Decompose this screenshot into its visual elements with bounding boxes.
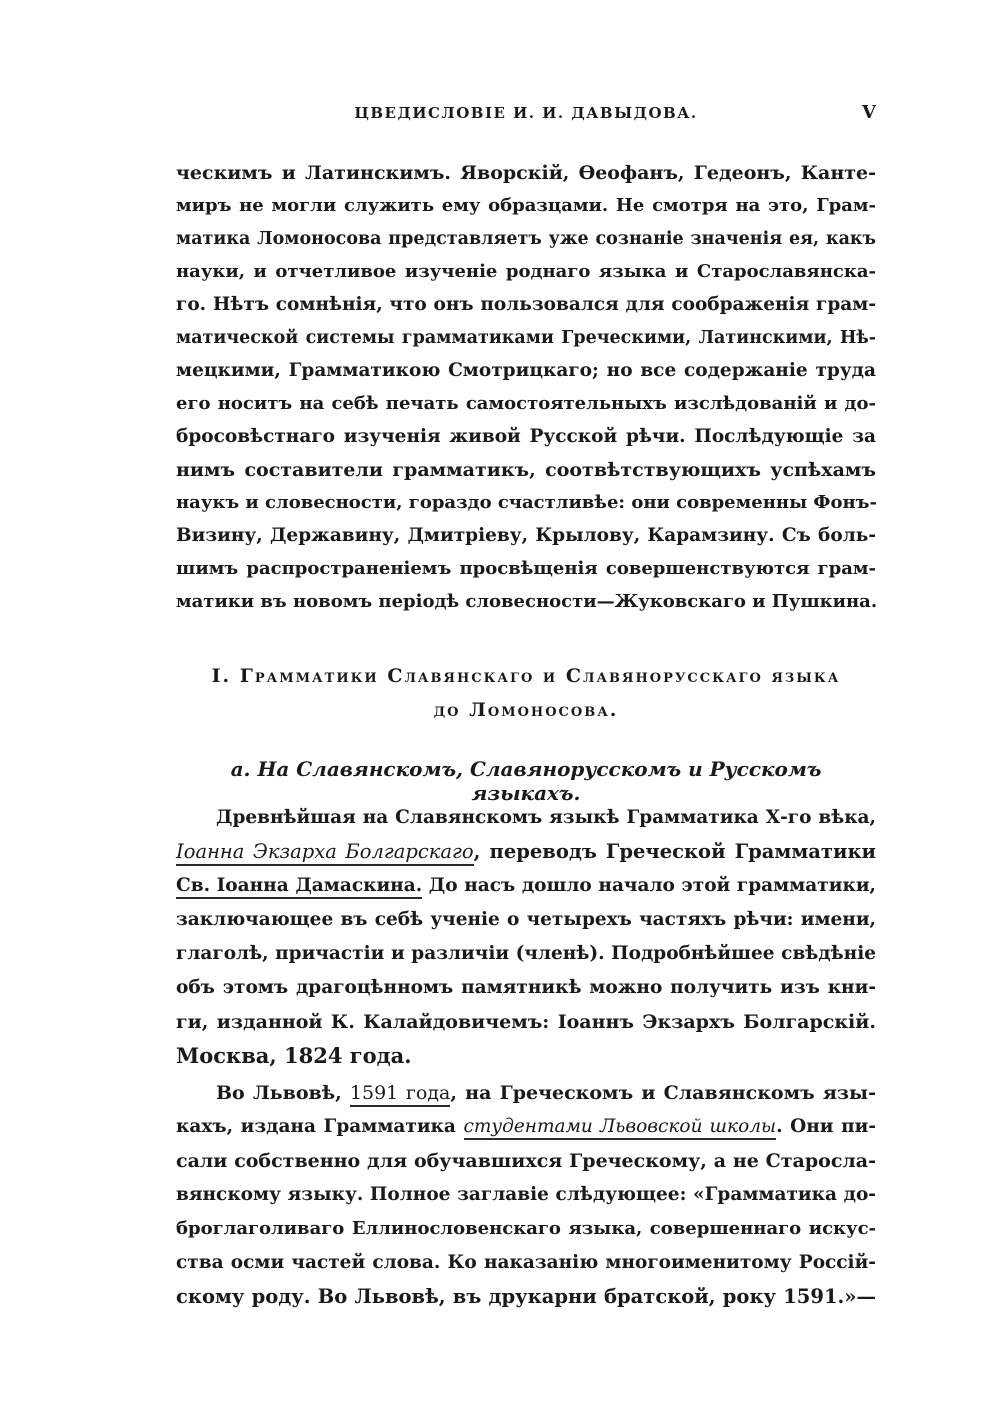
text-line: миръ не могли служить ему образцами. Не смотря на это, Грам- [176, 195, 876, 216]
text-line: сали собственно для обучавшихся Греческому, а не Старосла- [176, 1150, 876, 1172]
text-line [176, 871, 876, 901]
text-line: матической системы грамматиками Греческими, Латинскими, Нѣ- [176, 328, 876, 348]
page-number: V [862, 102, 876, 123]
text-line: скому роду. Во Львовѣ, въ друкарни братской, року 1591.»— [176, 1285, 876, 1308]
section-subheading: а. На Славянскомъ, Славянорусскомъ и Русскомъ языкахъ. [230, 757, 822, 805]
text-line: вянскому языку. Полное заглавіе слѣдующее: «Грамматика до- [176, 1184, 876, 1205]
text-line: шимъ распространеніемъ просвѣщенія совершенствуются грам- [176, 558, 876, 579]
underlined-year: 1591 года [350, 1082, 450, 1107]
italic-text: студентами Львовской школы [464, 1116, 777, 1140]
text-line: Древнѣйшая на Славянскомъ языкѣ Грамматика Х-го вѣка, [216, 807, 876, 828]
text-span: , на Греческомъ и Славянскомъ язы- [450, 1082, 876, 1104]
text-line [176, 1112, 876, 1142]
text-span: , переводъ Греческой Грамматики [473, 840, 876, 863]
running-head [176, 104, 876, 130]
text-line: мецкими, Грамматикою Смотрицкаго; но все содержаніе труда [176, 360, 876, 381]
underlined-text: Св. Іоанна Дамаскина. [176, 875, 422, 899]
text-line: брoглаголиваго Еллинословенскаго языка, совершеннаго искус- [176, 1218, 876, 1239]
text-line: нимъ составители грамматикъ, соотвѣтствующихъ успѣхамъ [176, 459, 876, 481]
text-line [216, 1078, 876, 1108]
text-line: его носитъ на себѣ печать самостоятельныхъ изслѣдованій и до- [176, 393, 876, 414]
text-line: Москва, 1824 года. [176, 1043, 412, 1068]
running-head-title: ЦВЕДИСЛОВІЕ И. И. ДАВЫДОВА. [354, 104, 698, 122]
text-line: науки, и отчетливое изученіе роднаго языка и Старославянска- [176, 261, 876, 282]
text-line: объ этомъ драгоцѣнномъ памятникѣ можно получить изъ кни- [176, 977, 876, 998]
text-line: матики въ новомъ періодѣ словесности—Жуковскаго и Пушкина. [176, 591, 878, 612]
text-line: матика Ломоносова представляетъ уже сознаніе значенія ея, какъ [176, 229, 876, 249]
text-line: ства осми частей слова. Ко наказанію многоименитому Россій- [176, 1252, 876, 1273]
text-line: ги, изданной К. Калайдовичемъ: Іоаннъ Экзархъ Болгарскій. [176, 1011, 876, 1033]
author-name: Іоанна Экзарха Болгарскаго [176, 840, 474, 866]
text-line: Визину, Державину, Дмитріеву, Крылову, Карамзину. Съ боль- [176, 525, 876, 546]
text-line [176, 837, 876, 867]
text-line: ческимъ и Латинскимъ. Яворскій, Өеофанъ, Гедеонъ, Канте- [176, 162, 876, 184]
section-heading-continued: до Ломоносова. [433, 699, 619, 721]
text-span: кахъ, издана Грамматика [176, 1116, 464, 1137]
text-line: глаголѣ, причастіи и различіи (членѣ). Подробнѣйшее свѣдѣніе [176, 943, 876, 964]
text-span: . Они пи- [776, 1116, 877, 1137]
text-line: наукъ и словесности, гораздо счастливѣе: они современны Фонъ- [176, 492, 877, 513]
text-line: заключающее въ себѣ ученіе о четырехъ частяхъ рѣчи: имени, [176, 909, 876, 930]
text-span: До насъ дошло начало этой грамматики, [422, 875, 876, 896]
text-line: бросовѣстнаго изученія живой Русской рѣчи. Послѣдующіе за [176, 426, 876, 447]
text-line: го. Нѣтъ сомнѣнія, что онъ пользовался для соображенія грам- [176, 294, 876, 315]
section-heading: I. Грамматики Славянскаго и Славянорусскаго языка [211, 665, 841, 687]
text-span: Во Львовѣ, [216, 1082, 350, 1104]
